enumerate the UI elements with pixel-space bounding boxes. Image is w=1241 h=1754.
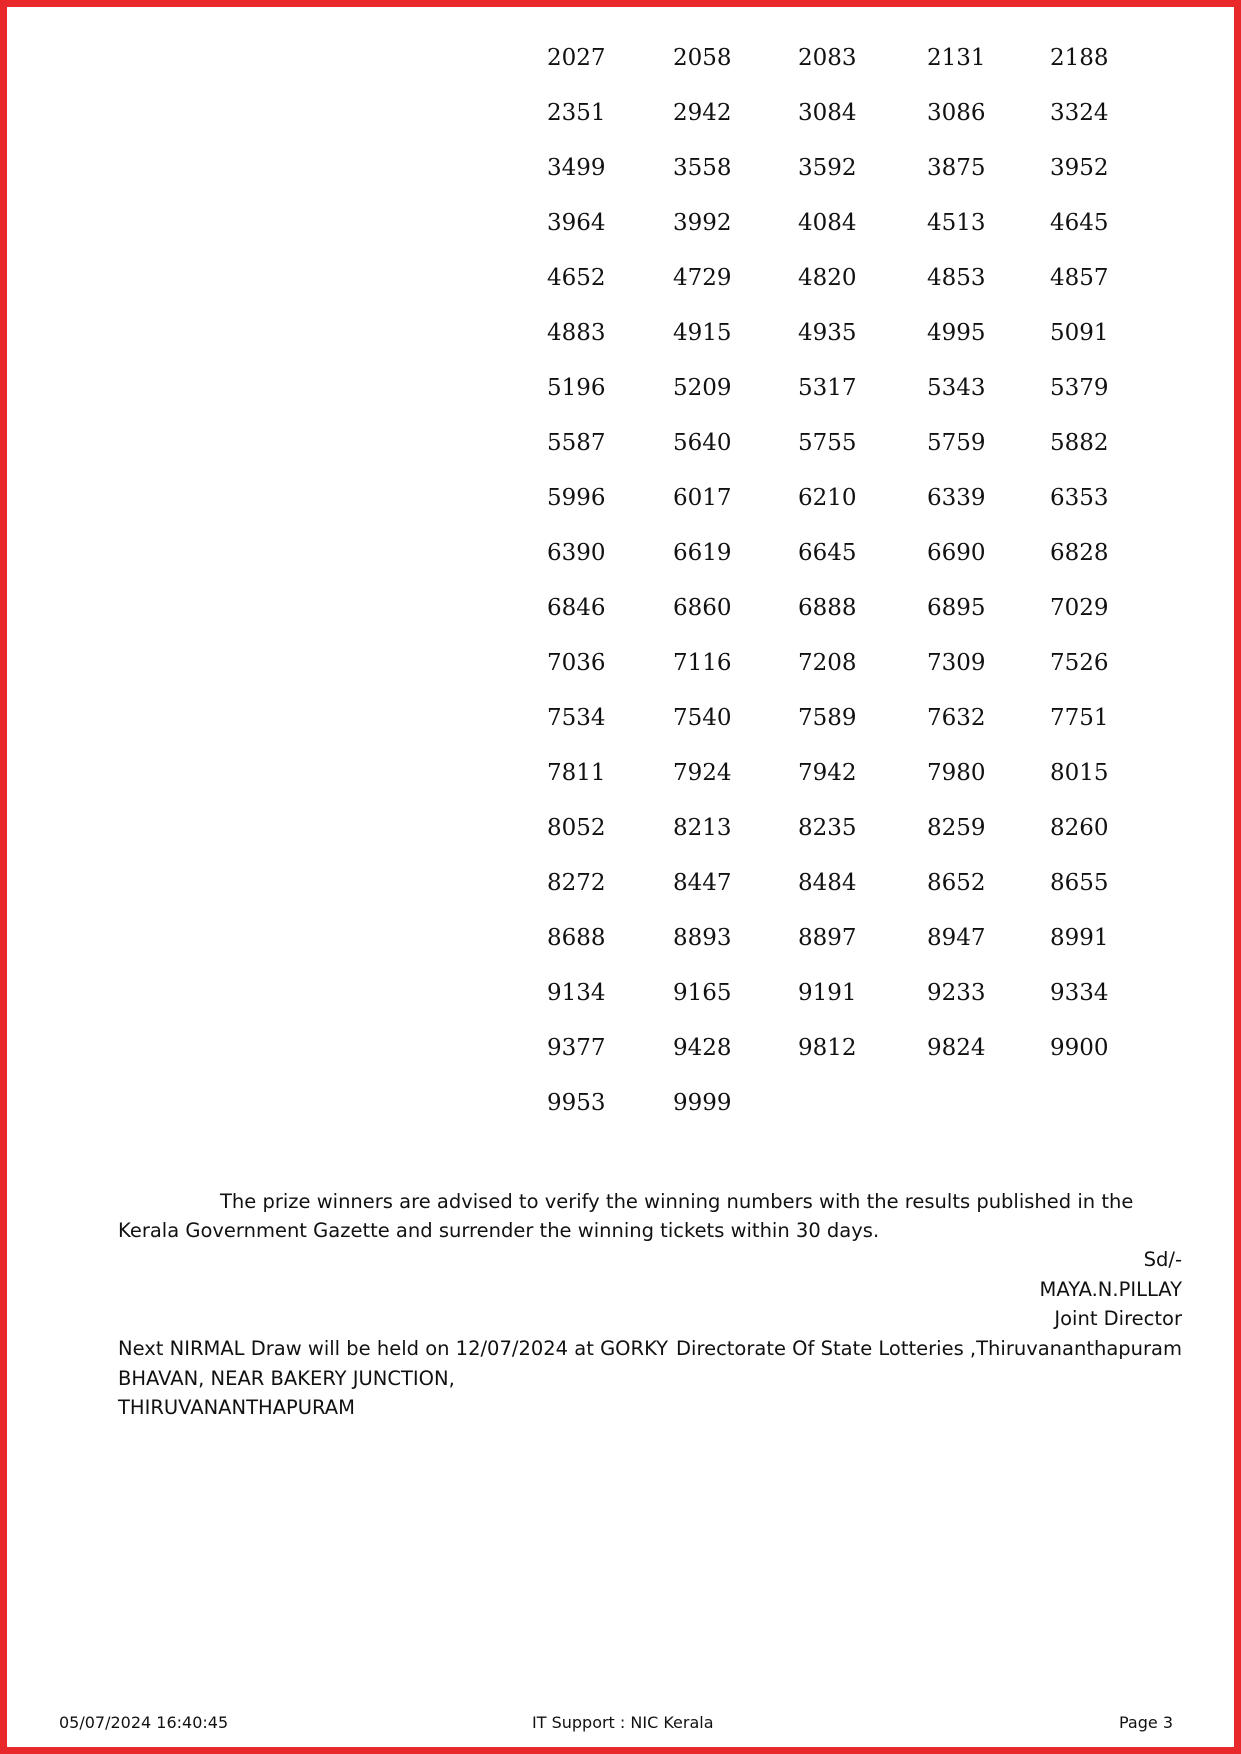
winning-number: 8235 bbox=[798, 815, 857, 841]
winning-number: 7208 bbox=[798, 650, 857, 676]
winning-number: 5587 bbox=[547, 430, 606, 456]
winning-number: 2027 bbox=[547, 45, 606, 71]
winning-number: 4883 bbox=[547, 320, 606, 346]
winning-number: 9191 bbox=[798, 980, 857, 1006]
winning-number: 8652 bbox=[927, 870, 986, 896]
winning-number: 9900 bbox=[1050, 1035, 1109, 1061]
winning-number: 9334 bbox=[1050, 980, 1109, 1006]
winning-number: 3952 bbox=[1050, 155, 1109, 181]
empty-cell bbox=[798, 1089, 927, 1144]
signature-block bbox=[676, 1245, 1182, 1363]
winning-number: 9233 bbox=[927, 980, 986, 1006]
winning-number: 9377 bbox=[547, 1035, 606, 1061]
notice-text: The prize winners are advised to verify the winning numbers with the results published in the Kerala Government Gazette and surrender the winning tickets within 30 days. bbox=[118, 1190, 1134, 1242]
winning-number: 4652 bbox=[547, 265, 606, 291]
winning-number: 3875 bbox=[927, 155, 986, 181]
empty-cell bbox=[1050, 1089, 1147, 1144]
winning-number: 5091 bbox=[1050, 320, 1109, 346]
winning-number: 4645 bbox=[1050, 210, 1109, 236]
winning-number: 9428 bbox=[673, 1035, 732, 1061]
winning-number: 7632 bbox=[927, 705, 986, 731]
winning-number: 5317 bbox=[798, 375, 857, 401]
winning-number: 9953 bbox=[547, 1090, 606, 1116]
winning-number: 8655 bbox=[1050, 870, 1109, 896]
winning-number: 6210 bbox=[798, 485, 857, 511]
winning-number: 4935 bbox=[798, 320, 857, 346]
verification-notice bbox=[118, 1187, 1168, 1245]
winning-number: 7589 bbox=[798, 705, 857, 731]
winning-number: 4084 bbox=[798, 210, 857, 236]
winning-number: 8893 bbox=[673, 925, 732, 951]
winning-number: 6645 bbox=[798, 540, 857, 566]
winning-number: 3558 bbox=[673, 155, 732, 181]
winning-number: 6017 bbox=[673, 485, 732, 511]
winning-number: 3324 bbox=[1050, 100, 1109, 126]
footer-timestamp: 05/07/2024 16:40:45 bbox=[59, 1713, 229, 1732]
signatory-designation: Joint Director bbox=[1054, 1307, 1182, 1330]
footer-it-support: IT Support : NIC Kerala bbox=[532, 1713, 714, 1732]
signed-mark: Sd/- bbox=[1143, 1248, 1182, 1271]
winning-number: 3084 bbox=[798, 100, 857, 126]
winning-number: 6828 bbox=[1050, 540, 1109, 566]
winning-number: 2351 bbox=[547, 100, 606, 126]
winning-number: 8259 bbox=[927, 815, 986, 841]
winning-number: 7534 bbox=[547, 705, 606, 731]
winning-number: 7942 bbox=[798, 760, 857, 786]
winning-number: 4820 bbox=[798, 265, 857, 291]
winning-number: 6888 bbox=[798, 595, 857, 621]
winning-number: 7309 bbox=[927, 650, 986, 676]
signatory-name: MAYA.N.PILLAY bbox=[1039, 1277, 1182, 1301]
next-draw-notice: Next NIRMAL Draw will be held on 12/07/2024 at GORKY BHAVAN, NEAR BAKERY JUNCTION, THIRUVANANTHAPURAM bbox=[118, 1337, 669, 1419]
winning-number: 7980 bbox=[927, 760, 986, 786]
winning-number: 3992 bbox=[673, 210, 732, 236]
winning-number: 2058 bbox=[673, 45, 732, 71]
winning-number: 7036 bbox=[547, 650, 606, 676]
winning-number: 8991 bbox=[1050, 925, 1109, 951]
winning-number: 8897 bbox=[798, 925, 857, 951]
winning-number: 6846 bbox=[547, 595, 606, 621]
winning-number: 5343 bbox=[927, 375, 986, 401]
winning-number: 4915 bbox=[673, 320, 732, 346]
winning-number: 2131 bbox=[927, 45, 986, 71]
winning-number: 4857 bbox=[1050, 265, 1109, 291]
winning-number: 3499 bbox=[547, 155, 606, 181]
winning-number: 5209 bbox=[673, 375, 732, 401]
winning-number: 4995 bbox=[927, 320, 986, 346]
winning-number: 9812 bbox=[798, 1035, 857, 1061]
winning-number: 9999 bbox=[673, 1090, 732, 1116]
winning-number: 8260 bbox=[1050, 815, 1109, 841]
winning-number: 5882 bbox=[1050, 430, 1109, 456]
signatory-office: Directorate Of State Lotteries ,Thiruvananthapuram bbox=[676, 1336, 1182, 1360]
winning-number: 7029 bbox=[1050, 595, 1109, 621]
footer-page-number: Page 3 bbox=[1119, 1713, 1173, 1732]
winning-number: 8015 bbox=[1050, 760, 1109, 786]
winning-number: 4513 bbox=[927, 210, 986, 236]
winning-number: 2188 bbox=[1050, 45, 1109, 71]
winning-number: 8213 bbox=[673, 815, 732, 841]
winning-number: 2083 bbox=[798, 45, 857, 71]
winning-number: 9824 bbox=[927, 1035, 986, 1061]
winning-number: 5196 bbox=[547, 375, 606, 401]
winning-number: 6390 bbox=[547, 540, 606, 566]
winning-number: 6339 bbox=[927, 485, 986, 511]
winning-number: 7116 bbox=[673, 650, 732, 676]
winning-number: 3964 bbox=[547, 210, 606, 236]
winning-number: 7540 bbox=[673, 705, 732, 731]
winning-number: 3592 bbox=[798, 155, 857, 181]
empty-cell bbox=[927, 1089, 1050, 1144]
winning-number: 5759 bbox=[927, 430, 986, 456]
winning-number: 8484 bbox=[798, 870, 857, 896]
winning-number: 5996 bbox=[547, 485, 606, 511]
winning-number: 6690 bbox=[927, 540, 986, 566]
winning-number: 6619 bbox=[673, 540, 732, 566]
winning-number: 2942 bbox=[673, 100, 732, 126]
winning-number: 8688 bbox=[547, 925, 606, 951]
winning-number: 4853 bbox=[927, 265, 986, 291]
winning-number: 8447 bbox=[673, 870, 732, 896]
winning-number: 6353 bbox=[1050, 485, 1109, 511]
winning-number: 5640 bbox=[673, 430, 732, 456]
winning-number: 4729 bbox=[673, 265, 732, 291]
winning-numbers-grid bbox=[547, 44, 1147, 1144]
winning-number: 7924 bbox=[673, 760, 732, 786]
winning-number: 8052 bbox=[547, 815, 606, 841]
winning-number: 8947 bbox=[927, 925, 986, 951]
winning-number: 7751 bbox=[1050, 705, 1109, 731]
winning-number: 3086 bbox=[927, 100, 986, 126]
winning-number: 7811 bbox=[547, 760, 606, 786]
winning-number: 7526 bbox=[1050, 650, 1109, 676]
winning-number: 6860 bbox=[673, 595, 732, 621]
winning-number: 9165 bbox=[673, 980, 732, 1006]
winning-number: 5379 bbox=[1050, 375, 1109, 401]
winning-number: 5755 bbox=[798, 430, 857, 456]
winning-number: 6895 bbox=[927, 595, 986, 621]
winning-number: 8272 bbox=[547, 870, 606, 896]
winning-number: 9134 bbox=[547, 980, 606, 1006]
